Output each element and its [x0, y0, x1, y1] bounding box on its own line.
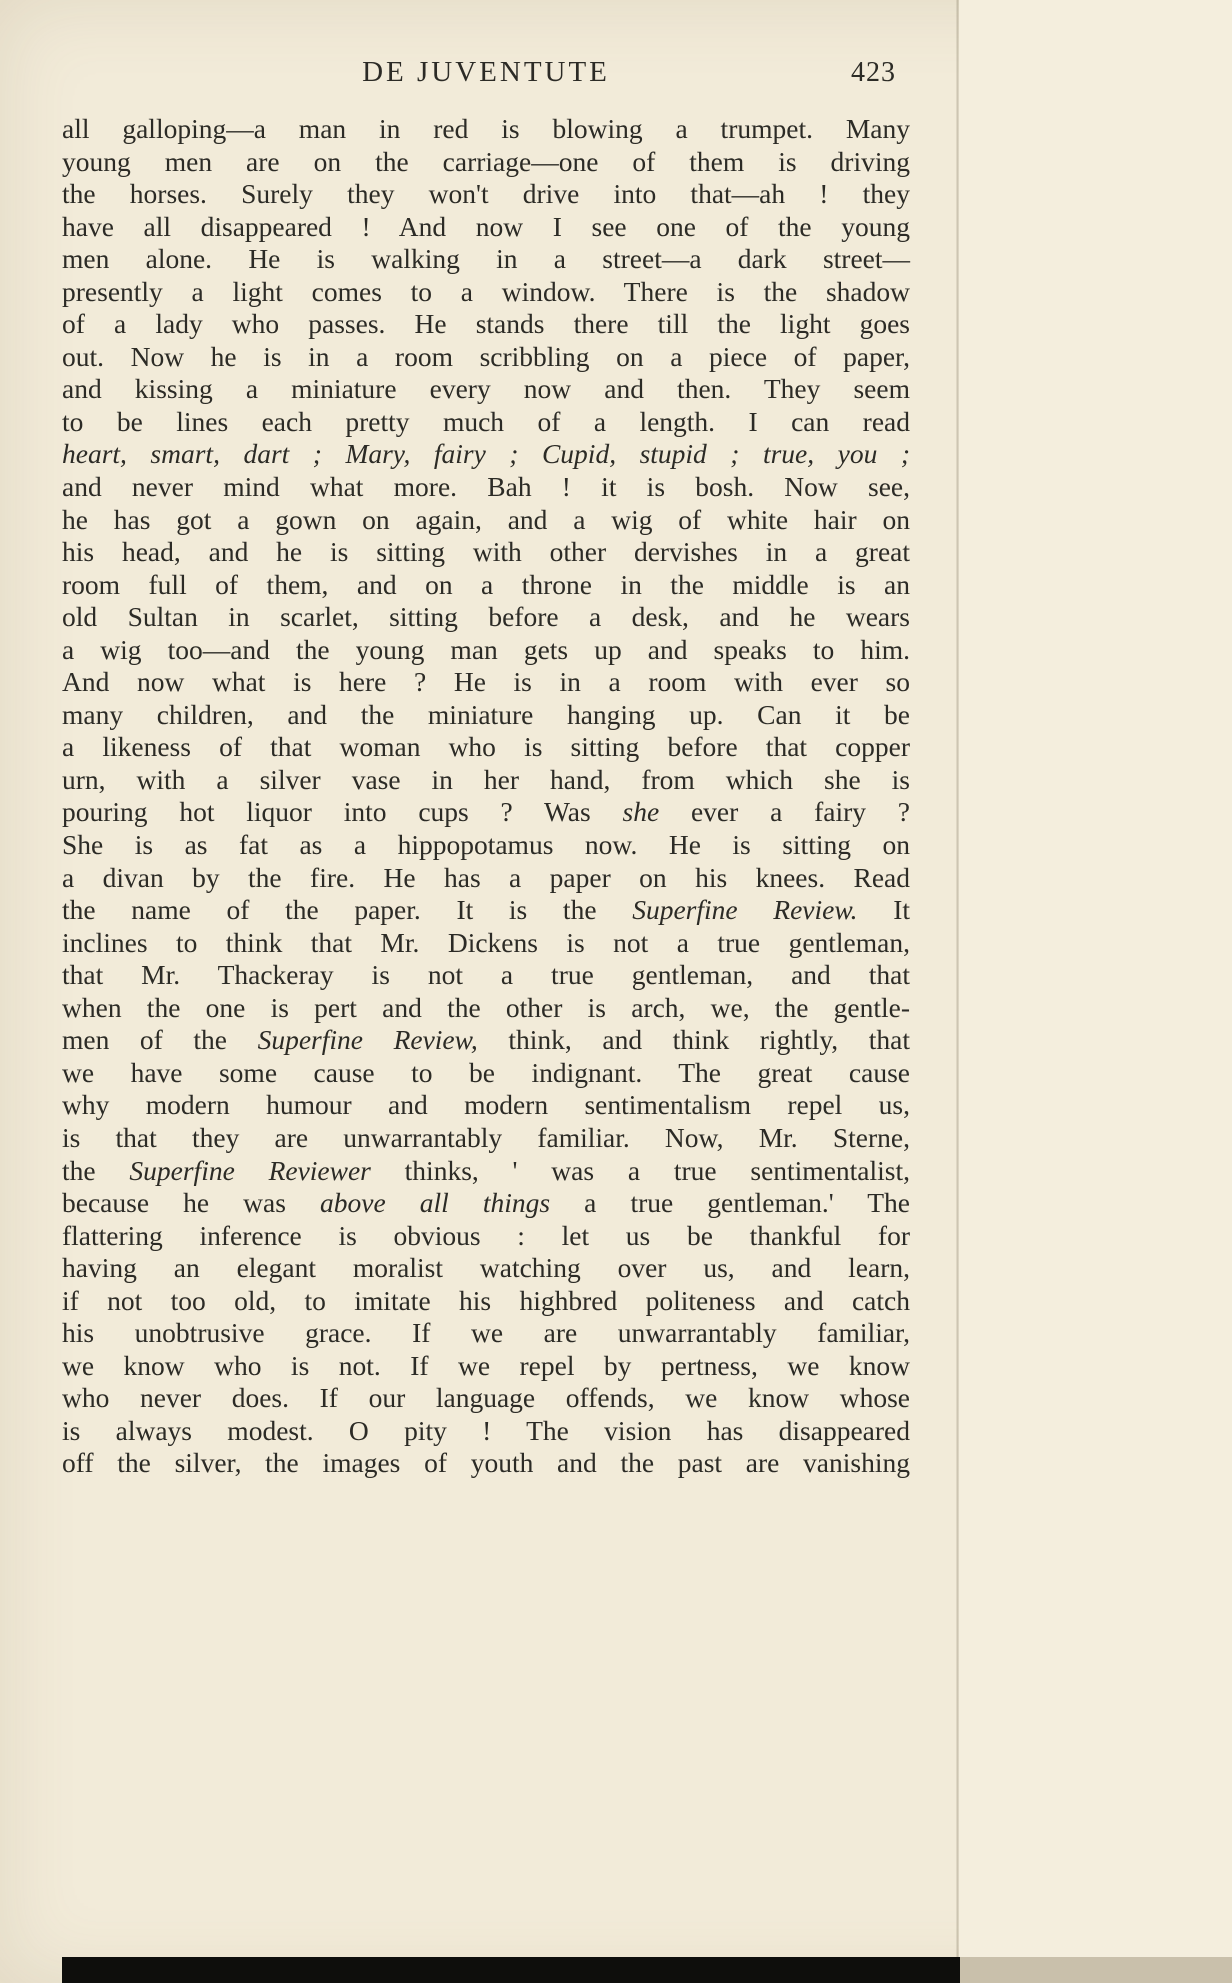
text-run: his head, and he is sitting with other dervishes in a great	[62, 536, 910, 568]
text-run: ever a fairy ?	[659, 796, 910, 828]
text-run: and never mind what more. Bah ! it is bosh. Now see,	[62, 471, 910, 503]
scan-bottom-bar	[62, 1957, 960, 1983]
text-line	[62, 699, 910, 732]
text-run: and kissing a miniature every now and then. They seem	[62, 373, 910, 405]
page-header	[62, 56, 910, 96]
text-run: It	[857, 894, 910, 926]
text-run: presently a light comes to a window. There is the shadow	[62, 275, 910, 307]
scan-page-edge-area	[959, 0, 1232, 1983]
text-line	[62, 894, 910, 927]
italic-text-run: heart, smart, dart ; Mary, fairy ; Cupid, stupid ; true, you ;	[62, 438, 910, 470]
text-run: is always modest. O pity ! The vision has disappeared	[62, 1414, 910, 1446]
text-run: young men are on the carriage—one of them is driving	[62, 145, 910, 177]
text-run: to be lines each pretty much of a length. I can read	[62, 405, 910, 437]
text-line	[62, 959, 910, 992]
text-line	[62, 373, 910, 406]
italic-text-run: Superfine Review,	[257, 1024, 478, 1056]
text-line	[62, 927, 910, 960]
text-run: a divan by the fire. He has a paper on his knees. Read	[62, 861, 910, 893]
text-run: urn, with a silver vase in her hand, from which she is	[62, 763, 910, 795]
scan-bottom-bar-right	[960, 1957, 1232, 1983]
text-run: old Sultan in scarlet, sitting before a desk, and he wears	[62, 601, 910, 633]
text-run: is that they are unwarrantably familiar. Now, Mr. Sterne,	[62, 1121, 910, 1153]
text-line	[62, 536, 910, 569]
text-run: because he was	[62, 1187, 320, 1219]
text-line	[62, 601, 910, 634]
text-line	[62, 731, 910, 764]
text-line	[62, 438, 910, 471]
text-line	[62, 634, 910, 667]
text-line	[62, 341, 910, 374]
text-run: why modern humour and modern sentimentalism repel us,	[62, 1089, 910, 1121]
text-line	[62, 1285, 910, 1318]
text-line	[62, 243, 910, 276]
page-number: 423	[851, 57, 896, 88]
text-line	[62, 1187, 910, 1220]
running-title: DE JUVENTUTE	[362, 56, 610, 88]
text-run: he has got a gown on again, and a wig of white hair on	[62, 503, 910, 535]
text-line	[62, 1024, 910, 1057]
text-line	[62, 1122, 910, 1155]
text-line	[62, 1382, 910, 1415]
text-run: if not too old, to imitate his highbred politeness and catch	[62, 1284, 910, 1316]
italic-text-run: Superfine Review.	[632, 894, 858, 926]
text-run: pouring hot liquor into cups ? Was	[62, 796, 623, 828]
text-run: many children, and the miniature hanging up. Can it be	[62, 698, 910, 730]
text-line	[62, 178, 910, 211]
text-run: room full of them, and on a throne in the middle is an	[62, 568, 910, 600]
text-line	[62, 1252, 910, 1285]
text-run: She is as fat as a hippopotamus now. He is sitting on	[62, 829, 910, 861]
text-line	[62, 406, 910, 439]
text-run: men alone. He is walking in a street—a dark street—	[62, 243, 910, 275]
text-line	[62, 992, 910, 1025]
text-line	[62, 764, 910, 797]
body-paragraph	[62, 113, 910, 1480]
text-run: a wig too—and the young man gets up and speaks to him.	[62, 633, 910, 665]
text-run: And now what is here ? He is in a room with ever so	[62, 666, 910, 698]
text-line	[62, 1350, 910, 1383]
text-line	[62, 829, 910, 862]
italic-text-run: Superfine Reviewer	[129, 1154, 371, 1186]
text-line	[62, 1057, 910, 1090]
text-line	[62, 471, 910, 504]
text-line	[62, 1415, 910, 1448]
text-line	[62, 308, 910, 341]
text-line	[62, 862, 910, 895]
text-line	[62, 1220, 910, 1253]
text-run: men of the	[62, 1024, 258, 1056]
text-run: the name of the paper. It is the	[62, 894, 633, 926]
text-run: a likeness of that woman who is sitting before that copper	[62, 731, 910, 763]
italic-text-run: she	[622, 796, 660, 828]
text-run: a true gentleman.' The	[550, 1187, 910, 1219]
text-run: that Mr. Thackeray is not a true gentleman, and that	[62, 959, 910, 991]
text-line	[62, 1089, 910, 1122]
text-line	[62, 211, 910, 244]
text-line	[62, 1317, 910, 1350]
text-line	[62, 113, 910, 146]
text-run: thinks, ' was a true sentimentalist,	[370, 1154, 910, 1186]
text-run: think, and think rightly, that	[477, 1024, 910, 1056]
text-run: the horses. Surely they won't drive into that—ah ! they	[62, 178, 910, 210]
italic-text-run: above all things	[320, 1187, 551, 1219]
text-line	[62, 504, 910, 537]
text-line	[62, 276, 910, 309]
text-run: who never does. If our language offends, we know whose	[62, 1382, 910, 1414]
text-run: all galloping—a man in red is blowing a trumpet. Many	[62, 113, 910, 144]
text-line	[62, 796, 910, 829]
text-line	[62, 146, 910, 179]
text-run: we have some cause to be indignant. The great cause	[62, 1056, 910, 1088]
text-run: his unobtrusive grace. If we are unwarrantably familiar,	[62, 1317, 910, 1349]
text-run: having an elegant moralist watching over us, and learn,	[62, 1252, 910, 1284]
text-line	[62, 1155, 910, 1188]
text-run: have all disappeared ! And now I see one of the young	[62, 210, 910, 242]
text-run: out. Now he is in a room scribbling on a piece of paper,	[62, 340, 910, 372]
text-line	[62, 569, 910, 602]
page-edge-line	[956, 0, 959, 1983]
text-line	[62, 666, 910, 699]
text-run: of a lady who passes. He stands there till the light goes	[62, 308, 910, 340]
text-run: the	[62, 1154, 130, 1186]
text-run: when the one is pert and the other is arch, we, the gentle-	[62, 991, 910, 1023]
text-run: inclines to think that Mr. Dickens is not a true gentleman,	[62, 926, 910, 958]
text-run: flattering inference is obvious : let us be thankful for	[62, 1219, 910, 1251]
text-run: we know who is not. If we repel by pertness, we know	[62, 1349, 910, 1381]
text-line	[62, 1447, 910, 1480]
text-run: off the silver, the images of youth and the past are vanishing	[62, 1447, 910, 1479]
